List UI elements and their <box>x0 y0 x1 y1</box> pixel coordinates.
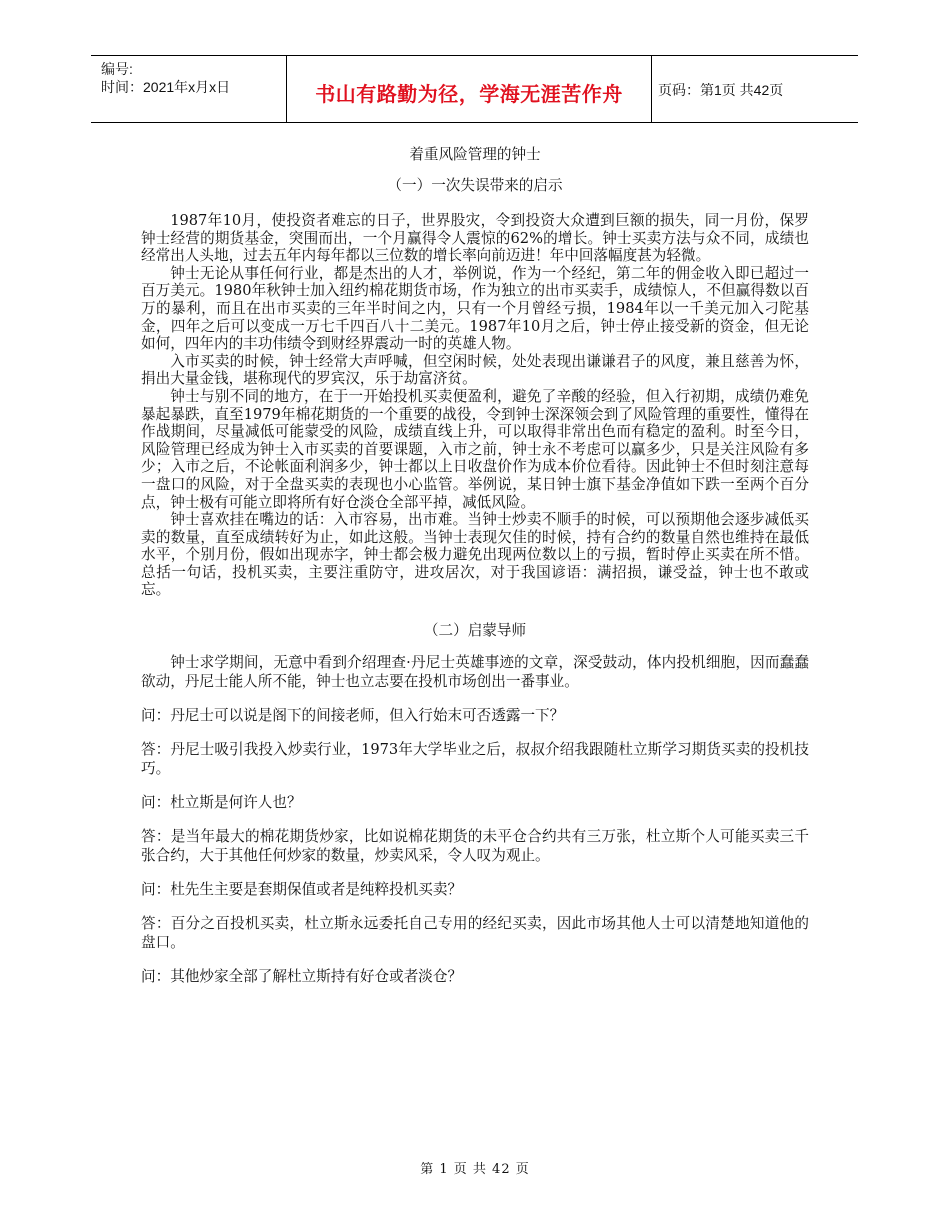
intro-paragraph: 钟士求学期间，无意中看到介绍理查·丹尼士英雄事迹的文章，深受鼓动，体内投机细胞，因而蠢蠢欲动，丹尼士能人所不能，钟士也立志要在投机市场创出一番事业。 <box>141 654 809 691</box>
document-body <box>141 142 809 986</box>
page-footer: 第 1 页 共 42 页 <box>420 1162 530 1177</box>
qa-question: 问：杜先生主要是套期保值或者是纯粹投机买卖？ <box>141 881 463 899</box>
header-meta <box>91 56 286 122</box>
qa-question: 问：丹尼士可以说是阁下的间接老师，但入行始末可否透露一下？ <box>141 707 565 725</box>
qa-question: 问：其他炒家全部了解杜立斯持有好仓或者淡仓？ <box>141 968 463 986</box>
qa-answer: 答：丹尼士吸引我投入炒卖行业，1973年大学毕业之后，叔叔介绍我跟随杜立斯学习期货买卖的投机技巧。 <box>141 741 809 778</box>
header-page-info: 页码：第1页 共42页 <box>658 82 784 98</box>
time-label: 时间：2021年x月x日 <box>101 79 231 95</box>
qa-answer: 答：百分之百投机买卖，杜立斯永远委托自己专用的经纪买卖，因此市场其他人士可以清楚地知道他的盘口。 <box>141 915 809 952</box>
motto: 书山有路勤为径，学海无涯苦作舟 <box>315 82 623 106</box>
paragraph: 1987年10月，使投资者难忘的日子，世界股灾，令到投资大众遭到巨额的损失，同一月份，保罗钟士经营的期货基金，突围而出，一个月赢得令人震惊的62%的增长。钟士买卖方法与众不同，成绩也经常出人头地，过去五年内每年都以三位数的增长率向前迈进！年中回落幅度甚为轻微。 <box>141 212 809 265</box>
paragraph: 钟士无论从事任何行业，都是杰出的人才，举例说，作为一个经纪，第二年的佣金收入即已超过一百万美元。1980年秋钟士加入纽约棉花期货市场，作为独立的出市买卖手，成绩惊人，不但赢得数以百万的暴利，而且在出市买卖的三年半时间之内，只有一个月曾经亏损，1984年以一千美元加入刁陀基金，四年之后可以变成一万七千四百八十二美元。1987年10月之后，钟士停止接受新的资金，但无论如何，四年内的丰功伟绩令到财经界震动一时的英雄人物。 <box>141 264 809 353</box>
document-title: 着重风险管理的钟士 <box>409 146 541 163</box>
section-heading-1: （一）一次失误带来的启示 <box>387 177 563 194</box>
number-label: 编号: <box>101 61 133 77</box>
paragraph: 钟士与别不同的地方，在于一开始投机买卖便盈利，避免了辛酸的经验，但入行初期，成绩仍难免暴起暴跌，直至1979年棉花期货的一个重要的战役，令到钟士深深领会到了风险管理的重要性，懂得在作战期间，尽量减低可能蒙受的风险，成绩直线上升，可以取得非常出色而有稳定的盈利。时至今日，风险管理已经成为钟士入市买卖的首要课题，入市之前，钟士永不考虑可以赢多少，只是关注风险有多少；入市之后，不论帐面利润多少，钟士都以上日收盘价作为成本价位看待。因此钟士不但时刻注意每一盘口的风险，对于全盘买卖的表现也小心监管。举例说，某日钟士旗下基金净值如下跌一至两个百分点，钟士极有可能立即将所有好仓淡仓全部平掉，减低风险。 <box>141 387 809 511</box>
page-header <box>91 55 858 123</box>
paragraph: 入市买卖的时候，钟士经常大声呼喊，但空闲时候，处处表现出谦谦君子的风度，兼且慈善为怀，捐出大量金钱，堪称现代的罗宾汉，乐于劫富济贫。 <box>141 352 809 388</box>
qa-question: 问：杜立斯是何许人也？ <box>141 794 302 812</box>
qa-answer: 答：是当年最大的棉花期货炒家，比如说棉花期货的未平仓合约共有三万张，杜立斯个人可能买卖三千张合约，大于其他任何炒家的数量，炒卖风采，令人叹为观止。 <box>141 828 809 865</box>
section-heading-2: （二）启蒙导师 <box>423 622 527 640</box>
header-page-cell <box>650 56 858 122</box>
header-motto-cell <box>286 56 652 122</box>
paragraph: 钟士喜欢挂在嘴边的话：入市容易，出市难。当钟士炒卖不顺手的时候，可以预期他会逐步减低买卖的数量，直至成绩转好为止，如此这般。当钟士表现欠佳的时候，持有合约的数量自然也维持在最低水平，个别月份，假如出现赤字，钟士都会极力避免出现两位数以上的亏损，暂时停止买卖在所不惜。总括一句话，投机买卖，主要注重防守，进攻居次，对于我国谚语：满招损，谦受益，钟士也不敢或忘。 <box>141 511 809 599</box>
